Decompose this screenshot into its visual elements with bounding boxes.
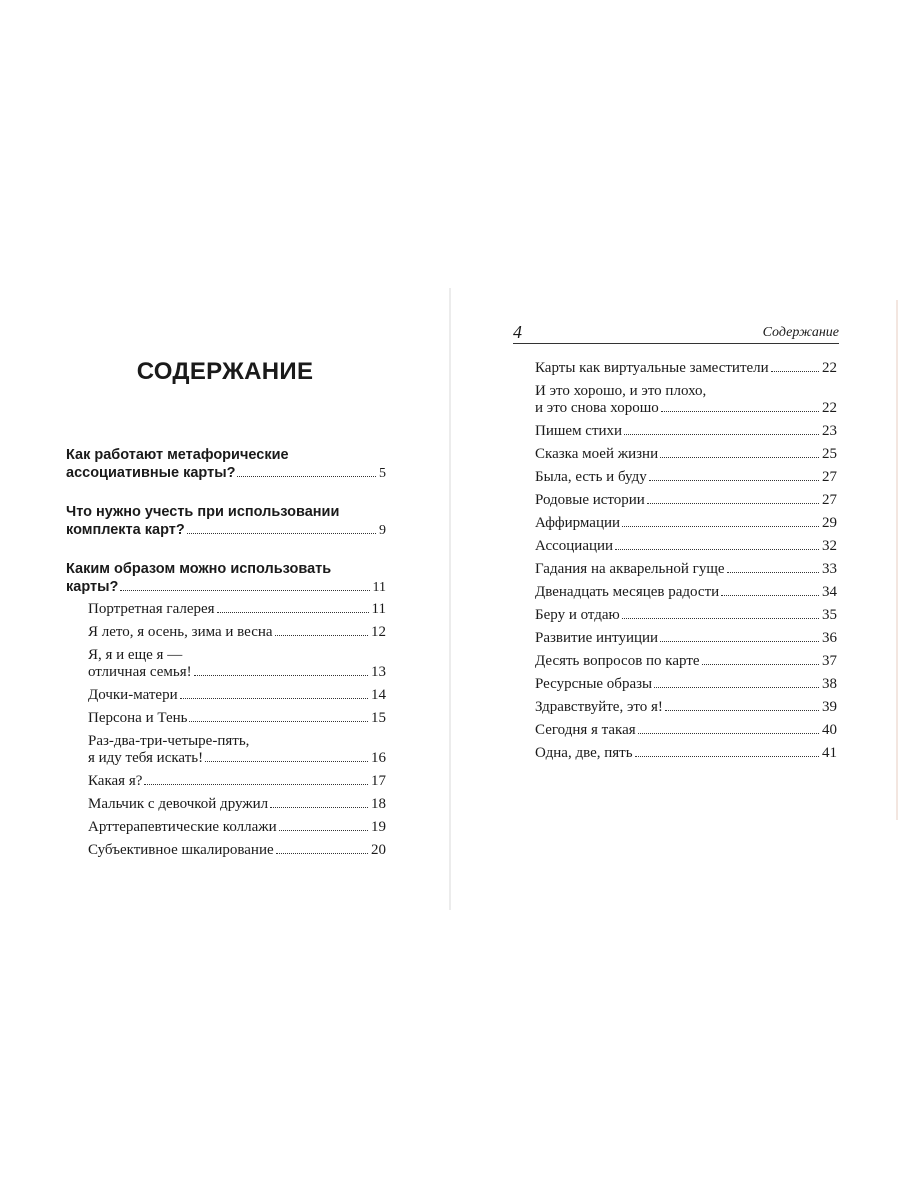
toc-item [535, 561, 837, 578]
toc-page-number: 9 [379, 523, 386, 538]
toc-item-title: Ассоциации [535, 538, 614, 554]
toc-item [88, 601, 386, 618]
dot-leader [771, 371, 819, 372]
toc-item [535, 676, 837, 693]
toc-page-number: 13 [371, 664, 386, 680]
toc-page-number: 23 [822, 423, 837, 439]
dot-leader [120, 590, 369, 591]
dot-leader [275, 635, 368, 636]
toc-item-title: Дочки-матери [88, 687, 178, 703]
toc-item [88, 733, 386, 767]
toc-item-title: Арттерапевтические коллажи [88, 819, 277, 835]
dot-leader [624, 434, 819, 435]
dot-leader [622, 526, 819, 527]
page-number: 4 [513, 322, 522, 342]
toc-page-number: 35 [822, 607, 837, 623]
dot-leader [279, 830, 368, 831]
toc-section [66, 503, 386, 540]
toc-section-line: Что нужно учесть при использовании [66, 504, 340, 520]
toc-page-number: 34 [822, 584, 837, 600]
dot-leader [638, 733, 819, 734]
toc-item-title: Гадания на акварельной гуще [535, 561, 725, 577]
toc-page-number: 15 [371, 710, 386, 726]
toc-page-number: 18 [371, 796, 386, 812]
toc-item [535, 745, 837, 762]
dot-leader [180, 698, 368, 699]
toc-item-title: Пишем стихи [535, 423, 623, 439]
toc-item-title: Я лето, я осень, зима и весна [88, 624, 273, 640]
dot-leader [660, 641, 819, 642]
toc-left-list [66, 446, 386, 865]
toc-item-title: И это хорошо, и это плохо, [535, 383, 707, 399]
toc-page-number: 22 [822, 400, 837, 416]
toc-item-title: Развитие интуиции [535, 630, 659, 646]
dot-leader [702, 664, 819, 665]
toc-section-line: ассоциативные карты? [66, 465, 236, 481]
dot-leader [194, 675, 368, 676]
toc-page-number: 25 [822, 446, 837, 462]
dot-leader [649, 480, 819, 481]
dot-leader [615, 549, 819, 550]
toc-item-title: Беру и отдаю [535, 607, 620, 623]
toc-page-number: 19 [371, 819, 386, 835]
toc-item [88, 624, 386, 641]
toc-item-title: Портретная галерея [88, 601, 215, 617]
toc-page-number: 36 [822, 630, 837, 646]
toc-page-number: 22 [822, 360, 837, 376]
toc-right-list [535, 360, 837, 768]
toc-section-line: карты? [66, 579, 119, 595]
dot-leader [237, 476, 376, 477]
toc-page-number: 33 [822, 561, 837, 577]
toc-section-line: Каким образом можно использовать [66, 561, 332, 577]
toc-page-number: 11 [371, 601, 386, 617]
toc-item-title: и это снова хорошо [535, 400, 659, 416]
toc-item-title: Здравствуйте, это я! [535, 699, 663, 715]
running-header [513, 322, 839, 344]
dot-leader [205, 761, 368, 762]
toc-item [88, 819, 386, 836]
toc-item [535, 699, 837, 716]
toc-item [88, 647, 386, 681]
toc-page-number: 27 [822, 492, 837, 508]
running-title: Содержание [762, 325, 839, 340]
dot-leader [654, 687, 819, 688]
toc-item [535, 607, 837, 624]
toc-section-line: комплекта карт? [66, 522, 185, 538]
dot-leader [661, 411, 819, 412]
toc-item-title: Сегодня я такая [535, 722, 636, 738]
toc-item [535, 653, 837, 670]
toc-item [535, 584, 837, 601]
toc-item-title: Родовые истории [535, 492, 645, 508]
toc-item [535, 722, 837, 739]
dot-leader [144, 784, 368, 785]
toc-section-line: Как работают метафорические [66, 447, 289, 463]
toc-item [88, 796, 386, 813]
toc-item-title: Я, я и еще я — [88, 647, 183, 663]
toc-item [535, 383, 837, 417]
toc-item [535, 423, 837, 440]
toc-item-title: я иду тебя искать! [88, 750, 204, 766]
dot-leader [647, 503, 819, 504]
toc-item [535, 630, 837, 647]
dot-leader [665, 710, 819, 711]
toc-page-number: 39 [822, 699, 837, 715]
toc-item [535, 469, 837, 486]
toc-page-number: 32 [822, 538, 837, 554]
dot-leader [622, 618, 819, 619]
toc-item-title: Ресурсные образы [535, 676, 653, 692]
toc-item [535, 492, 837, 509]
toc-page-number: 41 [822, 745, 837, 761]
toc-item-title: Какая я? [88, 773, 143, 789]
toc-item-title: отличная семья! [88, 664, 192, 680]
dot-leader [187, 533, 376, 534]
dot-leader [189, 721, 368, 722]
toc-item [535, 446, 837, 463]
toc-page-number: 29 [822, 515, 837, 531]
dot-leader [660, 457, 819, 458]
dot-leader [276, 853, 368, 854]
toc-section [66, 446, 386, 483]
toc-page-number: 38 [822, 676, 837, 692]
toc-item-title: Раз-два-три-четыре-пять, [88, 733, 250, 749]
toc-item-title: Была, есть и буду [535, 469, 647, 485]
dot-leader [727, 572, 819, 573]
toc-item [535, 515, 837, 532]
dot-leader [217, 612, 369, 613]
toc-page-number: 27 [822, 469, 837, 485]
page-edge [896, 300, 898, 820]
toc-item-title: Аффирмации [535, 515, 621, 531]
toc-page-number: 37 [822, 653, 837, 669]
toc-page-number: 17 [371, 773, 386, 789]
dot-leader [635, 756, 819, 757]
toc-item [88, 842, 386, 859]
toc-item [88, 710, 386, 727]
toc-title: СОДЕРЖАНИЕ [136, 358, 314, 385]
toc-item [88, 773, 386, 790]
toc-page-number: 16 [371, 750, 386, 766]
toc-page-number: 11 [372, 580, 386, 595]
dot-leader [270, 807, 368, 808]
toc-page-number: 40 [822, 722, 837, 738]
toc-item-title: Сказка моей жизни [535, 446, 659, 462]
toc-page-number: 5 [379, 466, 386, 481]
toc-item-title: Субъективное шкалирование [88, 842, 274, 858]
toc-page-number: 14 [371, 687, 386, 703]
toc-page-number: 20 [371, 842, 386, 858]
toc-item-title: Двенадцать месяцев радости [535, 584, 720, 600]
toc-item [535, 360, 837, 377]
dot-leader [721, 595, 819, 596]
toc-item-title: Персона и Тень [88, 710, 188, 726]
toc-item-title: Карты как виртуальные заместители [535, 360, 769, 376]
toc-item-title: Одна, две, пять [535, 745, 633, 761]
toc-item [88, 687, 386, 704]
toc-section [66, 560, 386, 597]
toc-item-title: Мальчик с девочкой дружил [88, 796, 269, 812]
toc-item-title: Десять вопросов по карте [535, 653, 700, 669]
toc-item [535, 538, 837, 555]
toc-page-number: 12 [371, 624, 386, 640]
